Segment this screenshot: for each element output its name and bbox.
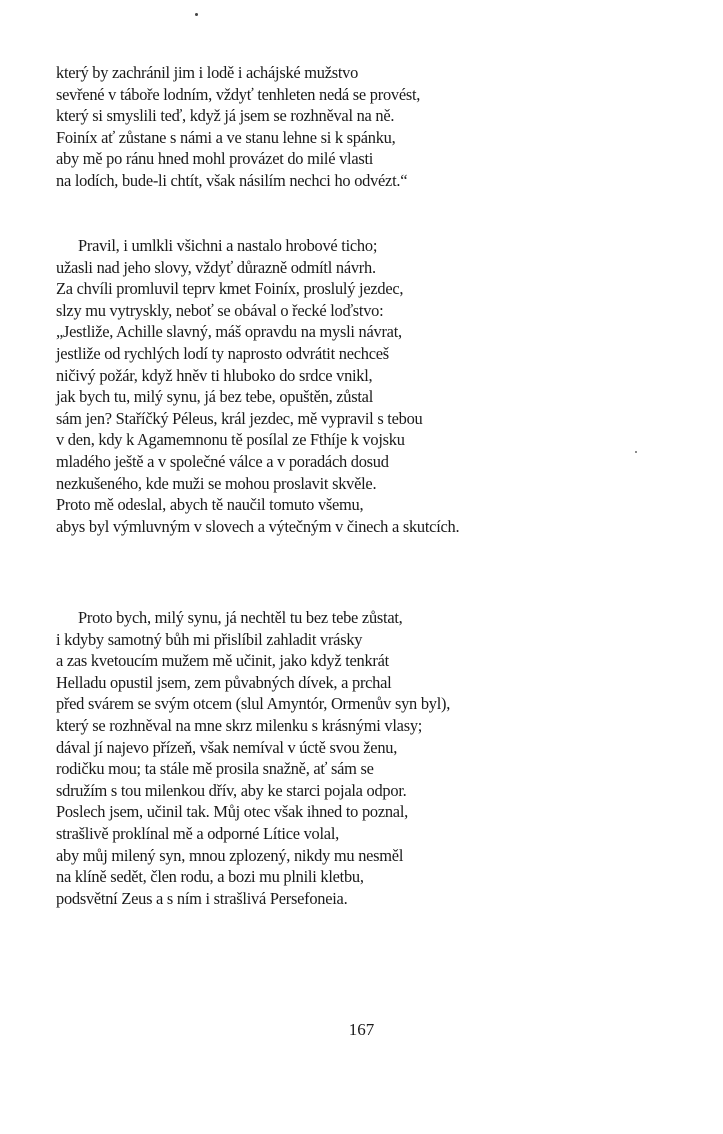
- verse-line: sám jen? Staříčký Péleus, král jezdec, mě vypravil s tebou: [56, 408, 423, 428]
- verse-line: na lodích, bude-li chtít, však násilím nechci ho odvézt.“: [56, 170, 408, 190]
- verse-line: i kdyby samotný bůh mi přislíbil zahladit vrásky: [56, 629, 363, 649]
- verse-line: Poslech jsem, učinil tak. Můj otec však ihned to poznal,: [56, 802, 408, 822]
- verse-line: abys byl výmluvným v slovech a výtečným v činech a skutcích.: [56, 516, 460, 536]
- verse-line: jestliže od rychlých lodí ty naprosto odvrátit nechceš: [56, 343, 389, 363]
- verse-line: Proto mě odeslal, abych tě naučil tomuto všemu,: [56, 495, 364, 515]
- verse-line: užasli nad jeho slovy, vždyť důrazně odmítl návrh.: [56, 257, 376, 277]
- verse-line: aby mě po ránu hned mohl provázet do milé vlasti: [56, 149, 374, 169]
- page-number: 167: [348, 1020, 375, 1039]
- verse-line: Helladu opustil jsem, zem půvabných dívek, a prchal: [56, 672, 392, 692]
- verse-line: Za chvíli promluvil teprv kmet Foiníx, proslulý jezdec,: [56, 279, 404, 299]
- verse-line: strašlivě proklínal mě a odporné Lítice volal,: [56, 823, 339, 843]
- verse-line: Pravil, i umlkli všichni a nastalo hrobové ticho;: [78, 236, 378, 255]
- verse-line: mladého ještě a v společné válce a v poradách dosud: [56, 451, 389, 471]
- verse-line: na klíně sedět, člen rodu, a bozi mu plnili kletbu,: [56, 867, 364, 887]
- verse-line: sevřené v táboře lodním, vždyť tenhleten nedá se provést,: [56, 84, 421, 104]
- verse-line: podsvětní Zeus a s ním i strašlivá Persefoneia.: [56, 888, 348, 908]
- verse-line: který si smyslili teď, když já jsem se rozhněval na ně.: [56, 106, 395, 126]
- verse-line: Foiníx ať zůstane s námi a ve stanu lehne si k spánku,: [56, 127, 396, 147]
- ink-speck: [635, 451, 637, 453]
- stanza-2: [56, 235, 459, 537]
- verse-line: před svárem se svým otcem (slul Amyntór, Ormenův syn byl),: [56, 694, 451, 714]
- ink-speck: [195, 13, 198, 16]
- verse-line: aby můj milený syn, mnou zplozený, nikdy mu nesměl: [56, 845, 404, 865]
- verse-line: Proto bych, milý synu, já nechtěl tu bez tebe zůstat,: [78, 608, 403, 627]
- stanza-1: [56, 62, 420, 192]
- verse-line: dával jí najevo přízeň, však nemíval v úctě svou ženu,: [56, 737, 398, 757]
- stanza-3: [56, 607, 450, 909]
- verse-line: sdružím s tou milenkou dřív, aby ke starci pojala odpor.: [56, 780, 407, 800]
- verse-line: rodičku mou; ta stále mě prosila snažně, ať sám se: [56, 759, 374, 779]
- verse-line: nezkušeného, kde muži se mohou proslavit skvěle.: [56, 473, 377, 493]
- verse-line: v den, kdy k Agamemnonu tě posílal ze Fthíje k vojsku: [56, 430, 405, 450]
- verse-line: a zas kvetoucím mužem mě učinit, jako když tenkrát: [56, 651, 389, 671]
- verse-line: jak bych tu, milý synu, já bez tebe, opuštěn, zůstal: [56, 387, 374, 407]
- verse-line: ničivý požár, když hněv ti hluboko do srdce vnikl,: [56, 365, 373, 385]
- verse-line: „Jestliže, Achille slavný, máš opravdu na mysli návrat,: [56, 322, 402, 342]
- verse-line: který se rozhněval na mne skrz milenku s krásnými vlasy;: [56, 715, 423, 735]
- verse-line: který by zachránil jim i lodě i achájské mužstvo: [56, 63, 359, 82]
- verse-line: slzy mu vytryskly, neboť se obával o řecké loďstvo:: [56, 300, 384, 320]
